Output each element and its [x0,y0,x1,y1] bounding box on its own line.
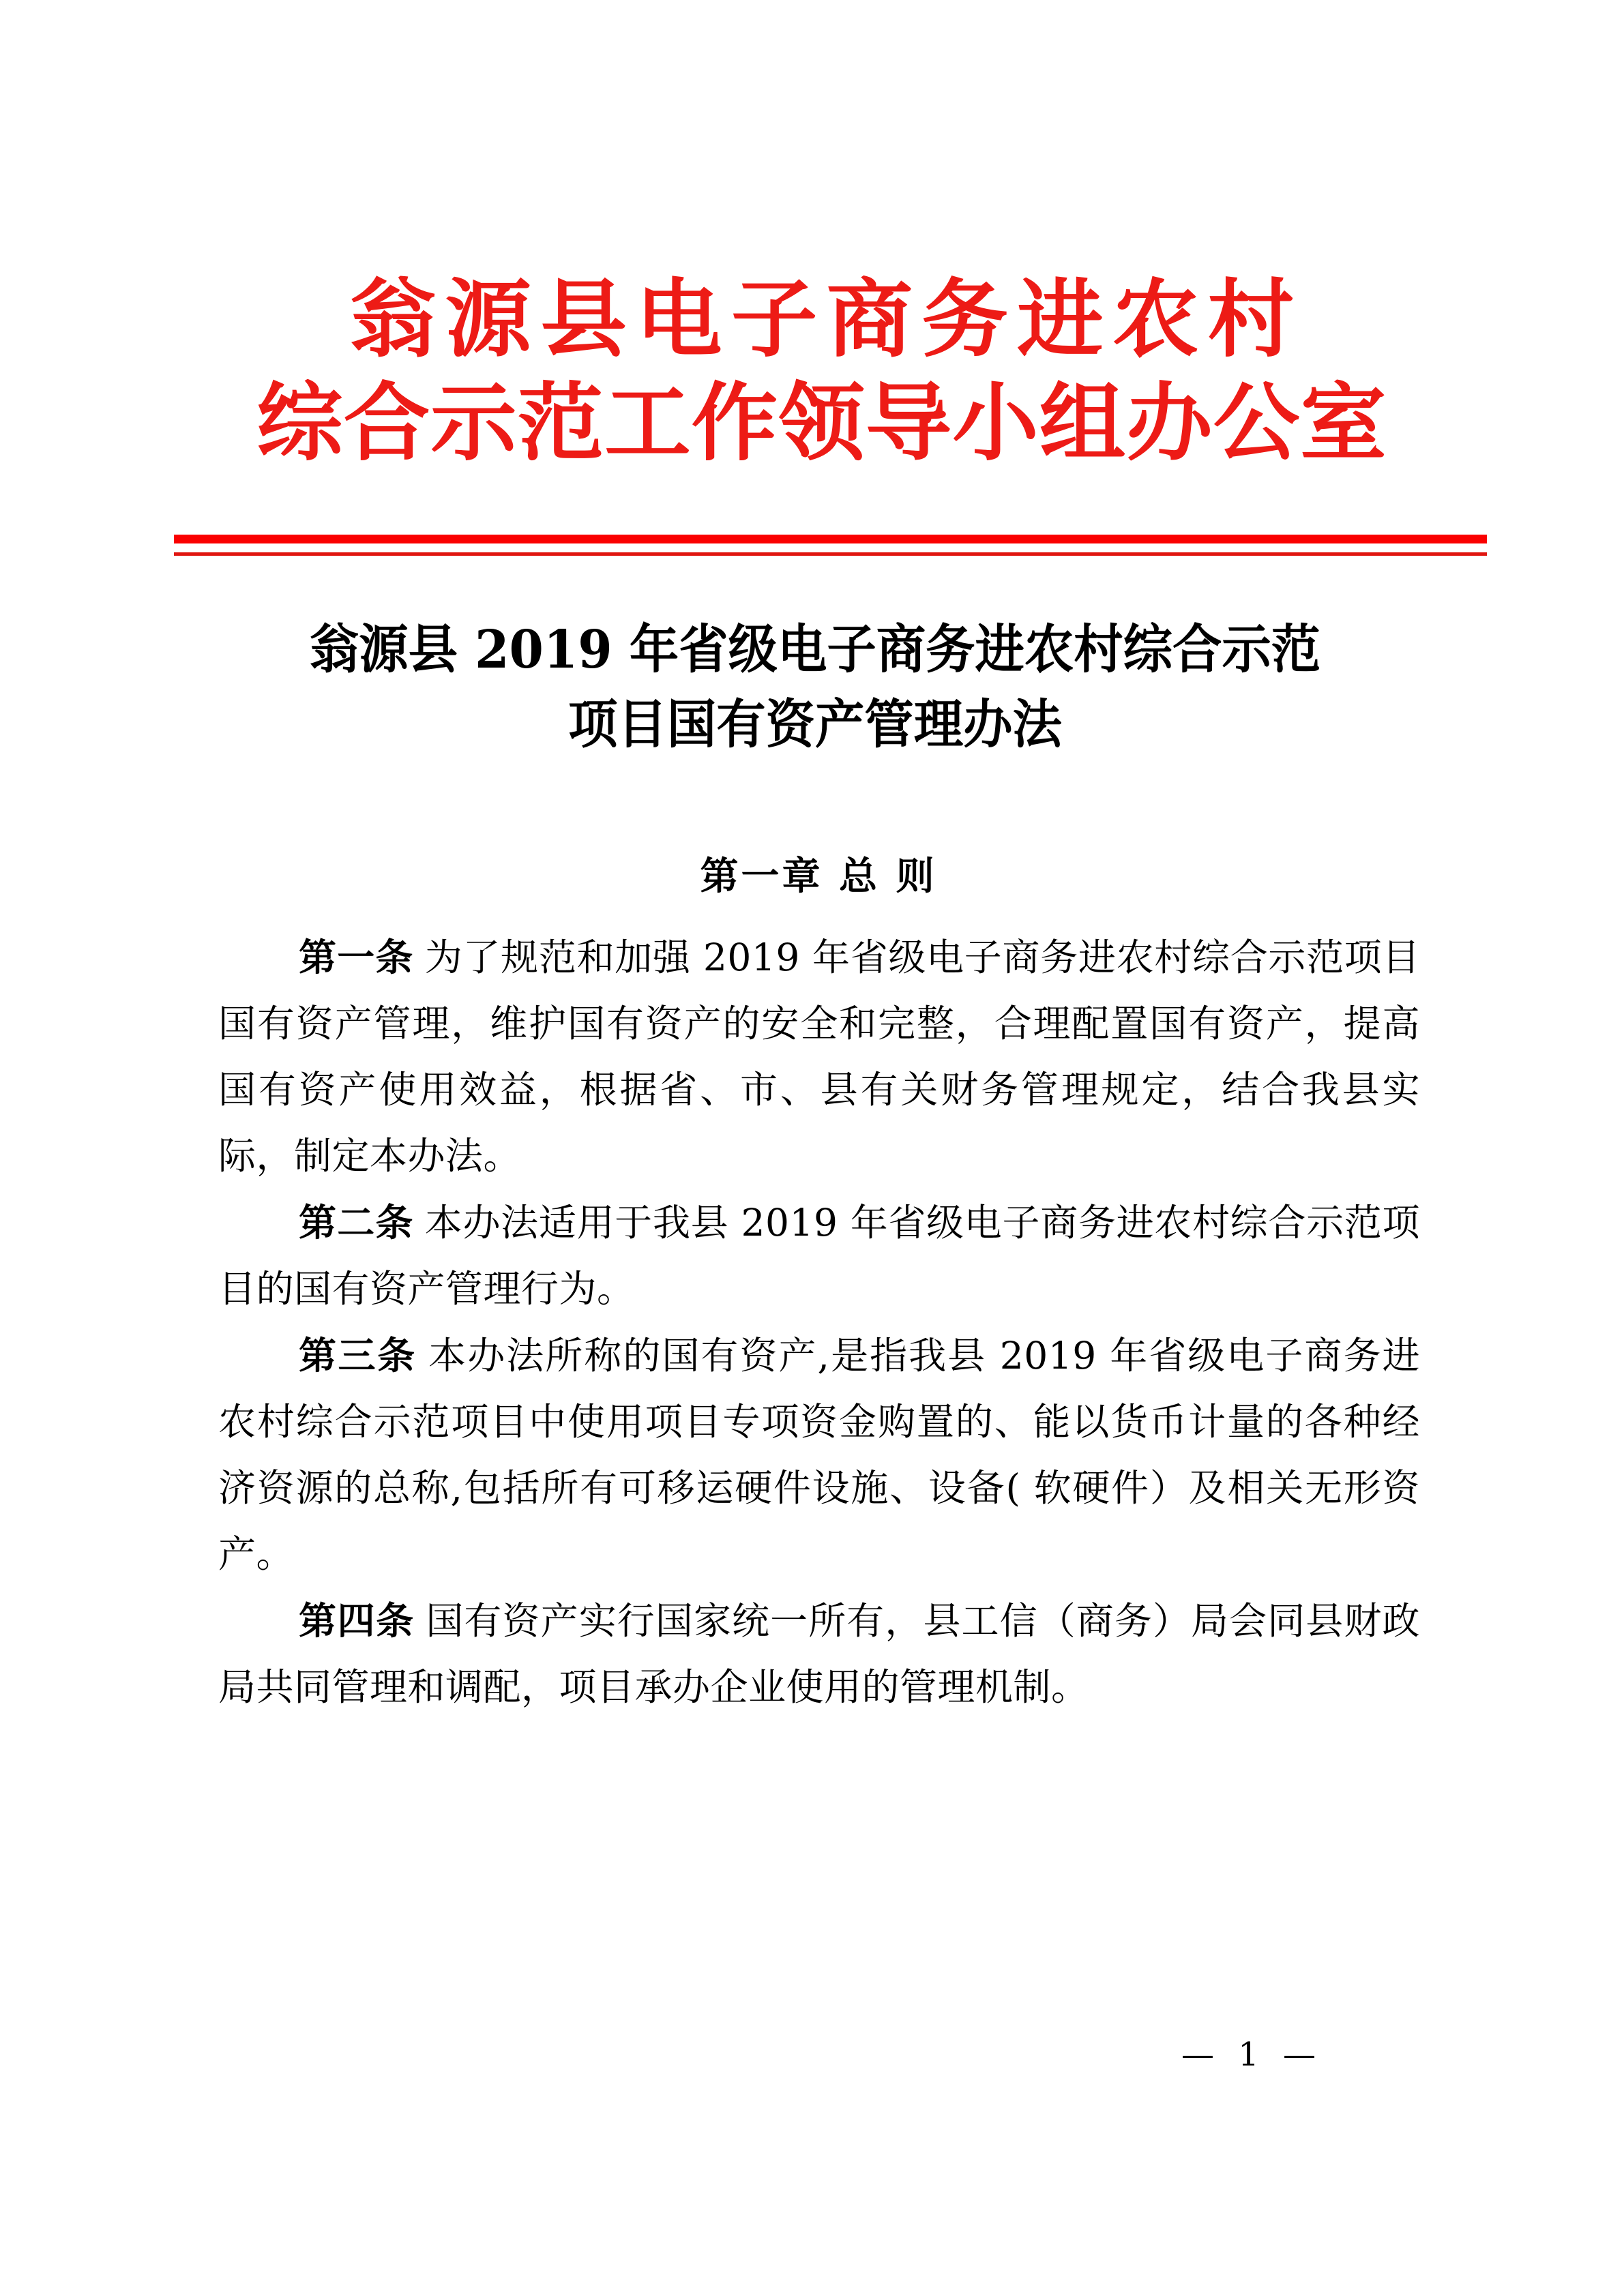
article-number: 第三条 [299,1333,417,1377]
article-text: 本办法适用于我县 2019 年省级电子商务进农村综合示范项目的国有资产管理行为。 [218,1201,1420,1311]
document-title-line-2: 项目国有资产管理办法 [568,694,1062,756]
article-paragraph [218,924,1420,1189]
red-double-rule [174,535,1487,556]
page-number: — 1 — [1181,2036,1323,2074]
document-title-line-1: 翁源县 2019 年省级电子商务进农村综合示范 [309,619,1321,681]
document-body [218,924,1420,1720]
masthead-line-2: 综合示范工作领导小组办公室 [256,374,1387,473]
masthead-line-1: 翁源县电子商务进农村 [349,270,1303,369]
masthead [218,268,1426,475]
article-number: 第一条 [299,935,414,979]
article-text: 为了规范和加强 2019 年省级电子商务进农村综合示范项目国有资产管理，维护国有资产的安全和完整，合理配置国有资产，提高国有资产使用效益，根据省、市、县有关财务管理规定，结合我县实际，制定本办法。 [218,936,1420,1178]
red-rule-thin [174,552,1487,556]
article-paragraph [218,1587,1420,1720]
article-number: 第二条 [299,1200,414,1244]
article-text: 国有资产实行国家统一所有，县工信（商务）局会同县财政局共同管理和调配，项目承办企业使用的管理机制。 [218,1599,1420,1709]
article-paragraph [218,1322,1420,1587]
chapter-heading: 第一章 总 则 [700,854,937,899]
red-rule-thick [174,535,1487,543]
article-paragraph [218,1189,1420,1322]
red-rule-gap [174,543,1487,552]
page-footer [0,2036,1624,2074]
article-number: 第四条 [299,1598,415,1643]
document-title [205,612,1426,762]
article-text: 本办法所称的国有资产,是指我县 2019 年省级电子商务进农村综合示范项目中使用项目专项资金购置的、能以货币计量的各种经济资源的总称,包括所有可移运硬件设施、设备( 软硬件）及相关无形资产。 [218,1334,1420,1576]
